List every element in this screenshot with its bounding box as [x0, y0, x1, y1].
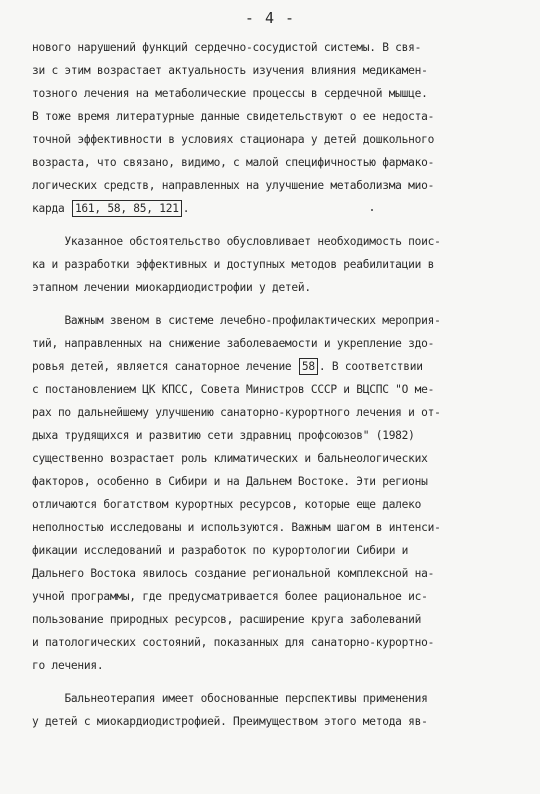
- text-line: [32, 332, 520, 355]
- text-line: [32, 631, 520, 654]
- scan-speck: [371, 209, 373, 211]
- line-text: у детей с миокардиодистрофией. Преимуществом этого метода яв-: [32, 715, 428, 728]
- line-text: го лечения.: [32, 659, 104, 672]
- line-text: этапном лечении миокардиодистрофии у детей.: [32, 281, 311, 294]
- text-line: [32, 230, 520, 253]
- line-text: существенно возрастает роль климатических и бальнеологических: [32, 452, 428, 465]
- line-text: логических средств, направленных на улучшение метаболизма мио-: [32, 179, 435, 192]
- line-text: тий, направленных на снижение заболеваемости и укрепление здо-: [32, 337, 435, 350]
- text-line: [32, 309, 520, 332]
- line-text: учной программы, где предусматривается более рациональное ис-: [32, 590, 428, 603]
- paragraph-gap: [32, 220, 520, 230]
- line-text: Указанное обстоятельство обусловливает необходимость поис-: [64, 235, 441, 248]
- line-text: неполностью исследованы и используются. Важным шагом в интенси-: [32, 521, 441, 534]
- line-text: точной эффективности в условиях стационара у детей дошкольного: [32, 133, 435, 146]
- line-text-after-reference: .: [182, 202, 190, 215]
- text-line: [32, 493, 520, 516]
- citation-reference: 58: [299, 358, 318, 375]
- line-text: дыха трудящихся и развитию сети здравниц профсоюзов" (1982): [32, 429, 415, 442]
- text-line: [32, 608, 520, 631]
- text-line: [32, 585, 520, 608]
- line-text: фикации исследований и разработок по курортологии Сибири и: [32, 544, 409, 557]
- text-line: [32, 59, 520, 82]
- text-line: [32, 36, 520, 59]
- paragraph-gap: [32, 299, 520, 309]
- line-text: ровья детей, является санаторное лечение: [32, 360, 292, 373]
- text-line: [32, 378, 520, 401]
- text-line: [32, 470, 520, 493]
- text-line: [32, 401, 520, 424]
- line-text: Важным звеном в системе лечебно-профилактических мероприя-: [64, 314, 441, 327]
- paragraph-gap: [32, 677, 520, 687]
- text-line: [32, 197, 520, 220]
- line-text: рах по дальнейшему улучшению санаторно-курортного лечения и от-: [32, 406, 441, 419]
- line-text: отличаются богатством курортных ресурсов, которые еще далеко: [32, 498, 422, 511]
- text-line: [32, 687, 520, 710]
- text-line: [32, 447, 520, 470]
- body-text: [32, 36, 520, 733]
- line-text: ка и разработки эффективных и доступных методов реабилитации в: [32, 258, 435, 271]
- line-text: и патологических состояний, показанных для санаторно-курортно-: [32, 636, 435, 649]
- text-line: [32, 276, 520, 299]
- line-text: нового нарушений функций сердечно-сосудистой системы. В свя-: [32, 41, 422, 54]
- line-text: Бальнеотерапия имеет обоснованные перспективы применения: [64, 692, 428, 705]
- text-line: [32, 539, 520, 562]
- line-text: В тоже время литературные данные свидетельствуют о ее недоста-: [32, 110, 435, 123]
- line-text: факторов, особенно в Сибири и на Дальнем Востоке. Эти регионы: [32, 475, 428, 488]
- text-line: [32, 710, 520, 733]
- text-line: [32, 253, 520, 276]
- text-line: [32, 82, 520, 105]
- page-number: - 4 -: [244, 9, 296, 27]
- line-text: карда: [32, 202, 65, 215]
- text-line: [32, 516, 520, 539]
- text-line: [32, 151, 520, 174]
- text-line: [32, 355, 520, 378]
- text-line: [32, 562, 520, 585]
- text-line: [32, 654, 520, 677]
- line-text: возраста, что связано, видимо, с малой специфичностью фармако-: [32, 156, 435, 169]
- text-line: [32, 105, 520, 128]
- text-line: [32, 174, 520, 197]
- line-text: тозного лечения на метаболические процессы в сердечной мышце.: [32, 87, 428, 100]
- citation-reference: 161, 58, 85, 121: [72, 200, 182, 217]
- line-text: с постановлением ЦК КПСС, Совета Министров СССР и ВЦСПС "О ме-: [32, 383, 435, 396]
- line-text: пользование природных ресурсов, расширение круга заболеваний: [32, 613, 422, 626]
- line-text-after-reference: . В соответствии: [318, 360, 423, 373]
- line-text: зи с этим возрастает актуальность изучения влияния медикамен-: [32, 64, 428, 77]
- text-line: [32, 424, 520, 447]
- line-text: Дальнего Востока явилось создание региональной комплексной на-: [32, 567, 435, 580]
- text-line: [32, 128, 520, 151]
